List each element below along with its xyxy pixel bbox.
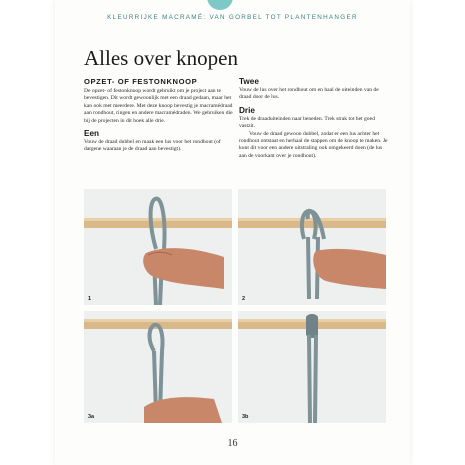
step-three-note: Vouw de draad gewoon dubbel, zodat er een lus achter het rondhout ontstaat en herhaal de stappen om de knoop te maken. Je kunt dit voor een andere uitstraling ook omgekeerd doen (de lus aan de voorkant over je rondhout). xyxy=(239,130,388,159)
step-two-text: Vouw de lus over het rondhout om en haal de uiteinden van de draad door de lus. xyxy=(239,87,379,101)
photo-step-2 xyxy=(238,189,386,305)
photo-label: 2 xyxy=(242,296,246,302)
page-number: 16 xyxy=(227,438,238,449)
photo-step-3b-image xyxy=(238,311,386,423)
photo-label: 3a xyxy=(88,414,95,420)
photo-step-3b xyxy=(238,311,386,423)
photo-step-1-image xyxy=(84,189,232,305)
photo-step-3a-image xyxy=(84,311,232,423)
step-one-heading: Een xyxy=(84,129,100,139)
step-one-text: Vouw de draad dubbel en maak een lus voor het rondhout (of datgene waaraan je de draad aan bevestigt). xyxy=(84,139,221,153)
left-column xyxy=(84,77,234,154)
right-column xyxy=(239,77,389,160)
photo-step-2-image xyxy=(238,189,386,305)
photo-step-3a xyxy=(84,311,232,423)
photo-step-1 xyxy=(84,189,232,305)
section-subhead: OPZET- OF FESTONKNOOP xyxy=(84,77,198,86)
page-title: Alles over knopen xyxy=(84,46,238,70)
photo-label: 3b xyxy=(242,414,249,420)
step-two-heading: Twee xyxy=(239,77,259,86)
photo-label: 1 xyxy=(88,296,92,302)
step-three-heading: Drie xyxy=(239,105,255,115)
step-three-text: Trek de draaduiteinden naar beneden. Trek strak tot het goed vastzit. xyxy=(239,115,375,130)
intro-paragraph: De opzet- of festonknoop wordt gebruikt om je project aan te bevestigen. Dit wordt gewoonlijk met een draad gedaan, maar het kan ook met meerdere. Met deze knoop bevestig je macramédraad aan rondhout, ringen en andere macramédraden. We gebruiken die bij de projecten in dit boek alle drie. xyxy=(84,88,233,124)
running-header: KLEURRIJKE MACRAMÉ: VAN GORBEL TOT PLANTENHANGER xyxy=(107,14,358,21)
